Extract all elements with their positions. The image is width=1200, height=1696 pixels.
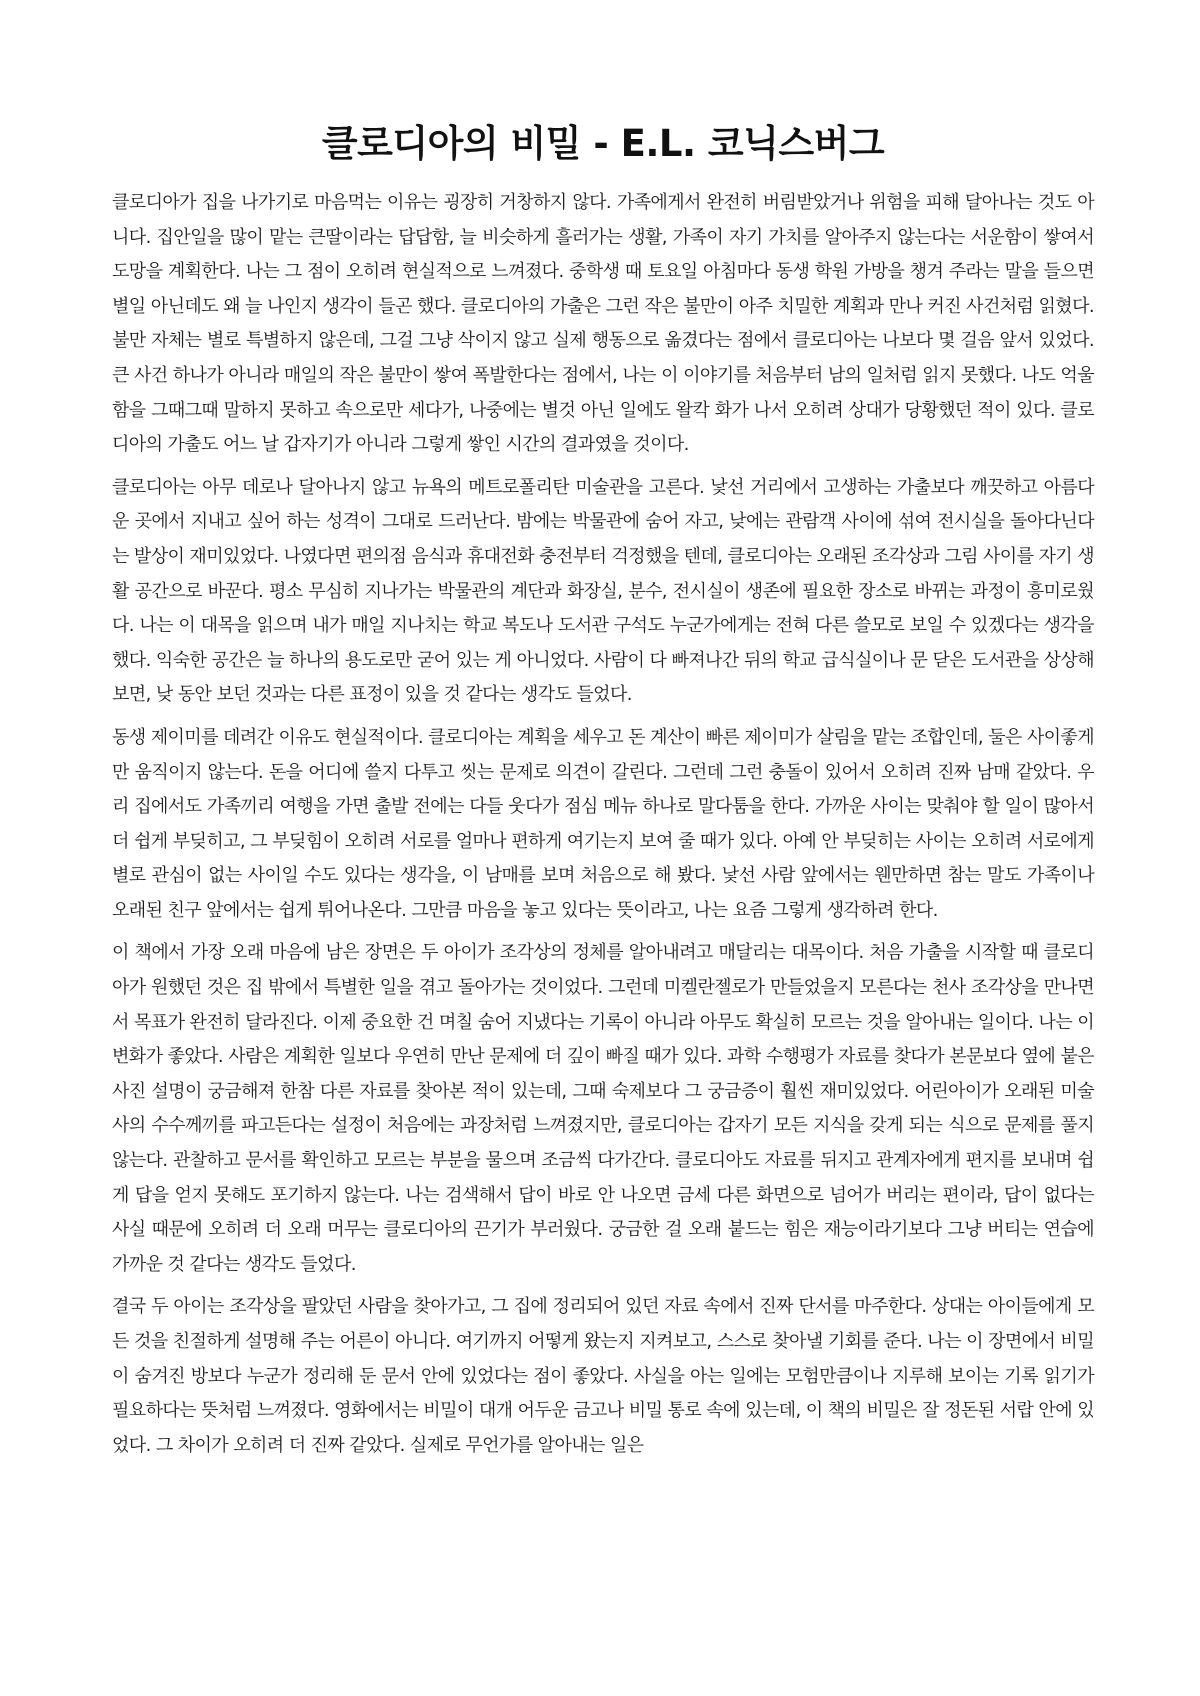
document-title: 클로디아의 비밀 - E.L. 코닉스버그	[321, 122, 885, 165]
paragraph-2: 클로디아는 아무 데로나 달아나지 않고 뉴욕의 메트로폴리탄 미술관을 고른다. 낯선 거리에서 고생하는 가출보다 깨끗하고 아름다운 곳에서 지내고 싶어 하는 성격이 그대로 드러난다. 밤에는 박물관에 숨어 자고, 낮에는 관람객 사이에 섞여 전시실을 돌아다닌다는 발상이 재미있었다. 나였다면 편의점 음식과 휴대전화 충전부터 걱정했을 텐데, 클로디아는 오래된 조각상과 그림 사이를 자기 생활 공간으로 바꾼다. 평소 무심히 지나가는 박물관의 계단과 화장실, 분수, 전시실이 생존에 필요한 장소로 바뀌는 과정이 흥미로웠다. 나는 이 대목을 읽으며 내가 매일 지나치는 학교 복도나 도서관 구석도 누군가에게는 전혀 다른 쓸모로 보일 수 있겠다는 생각을 했다. 익숙한 공간은 늘 하나의 용도로만 굳어 있는 게 아니었다. 사람이 다 빠져나간 뒤의 학교 급식실이나 문 닫은 도서관을 상상해 보면, 낮 동안 보던 것과는 다른 표정이 있을 것 같다는 생각도 들었다.	[112, 476, 1094, 706]
paragraph-5: 결국 두 아이는 조각상을 팔았던 사람을 찾아가고, 그 집에 정리되어 있던 자료 속에서 진짜 단서를 마주한다. 상대는 아이들에게 모든 것을 친절하게 설명해 주는 어른이 아니다. 여기까지 어떻게 왔는지 지켜보고, 스스로 찾아낼 기회를 준다. 나는 이 장면에서 비밀이 숨겨진 방보다 누군가 정리해 둔 문서 안에 있었다는 점이 좋았다. 사실을 아는 일에는 모험만큼이나 지루해 보이는 기록 읽기가 필요하다는 뜻처럼 느껴졌다. 영화에서는 비밀이 대개 어두운 금고나 비밀 통로 속에 있는데, 이 책의 비밀은 잘 정돈된 서랍 안에 있었다. 그 차이가 오히려 더 진짜 같았다. 실제로 무언가를 알아내는 일은	[112, 1296, 1094, 1456]
paragraph-3: 동생 제이미를 데려간 이유도 현실적이다. 클로디아는 계획을 세우고 돈 계산이 빠른 제이미가 살림을 맡는 조합인데, 둘은 사이좋게만 움직이지 않는다. 돈을 어디에 쓸지 다투고 씻는 문제로 의견이 갈린다. 그런데 그런 충돌이 있어서 오히려 진짜 남매 같았다. 우리 집에서도 가족끼리 여행을 가면 출발 전에는 다들 웃다가 점심 메뉴 하나로 말다툼을 한다. 가까운 사이는 맞춰야 할 일이 많아서 더 쉽게 부딪히고, 그 부딪힘이 오히려 서로를 얼마나 편하게 여기는지 보여 줄 때가 있다. 아예 안 부딪히는 사이는 오히려 서로에게 별로 관심이 없는 사이일 수도 있다는 생각을, 이 남매를 보며 처음으로 해 봤다. 낯선 사람 앞에서는 웬만하면 참는 말도 가족이나 오래된 친구 앞에서는 쉽게 튀어나온다. 그만큼 마음을 놓고 있다는 뜻이라고, 나는 요즘 그렇게 생각하려 한다.	[112, 726, 1094, 921]
paragraph-4: 이 책에서 가장 오래 마음에 남은 장면은 두 아이가 조각상의 정체를 알아내려고 매달리는 대목이다. 처음 가출을 시작할 때 클로디아가 원했던 것은 집 밖에서 특별한 일을 겪고 돌아가는 것이었다. 그런데 미켈란젤로가 만들었을지 모른다는 천사 조각상을 만나면서 목표가 완전히 달라진다. 이제 중요한 건 며칠 숨어 지냈다는 기록이 아니라 아무도 확실히 모르는 것을 알아내는 일이다. 나는 이 변화가 좋았다. 사람은 계획한 일보다 우연히 만난 문제에 더 깊이 빠질 때가 있다. 과학 수행평가 자료를 찾다가 본문보다 옆에 붙은 사진 설명이 궁금해져 한참 다른 자료를 찾아본 적이 있는데, 그때 숙제보다 그 궁금증이 훨씬 재미있었다. 어린아이가 오래된 미술사의 수수께끼를 파고든다는 설정이 처음에는 과장처럼 느껴졌지만, 클로디아는 갑자기 모든 지식을 갖게 되는 식으로 문제를 풀지 않는다. 관찰하고 문서를 확인하고 모르는 부분을 물으며 조금씩 다가간다. 클로디아도 자료를 뒤지고 관계자에게 편지를 보내며 쉽게 답을 얻지 못해도 포기하지 않는다. 나는 검색해서 답이 바로 안 나오면 금세 다른 화면으로 넘어가 버리는 편이라, 답이 없다는 사실 때문에 오히려 더 오래 머무는 클로디아의 끈기가 부러웠다. 궁금한 걸 오래 붙드는 힘은 재능이라기보다 그냥 버티는 연습에 가까운 것 같다는 생각도 들었다.	[112, 942, 1094, 1275]
paragraph-1: 클로디아가 집을 나가기로 마음먹는 이유는 굉장히 거창하지 않다. 가족에게서 완전히 버림받았거나 위험을 피해 달아나는 것도 아니다. 집안일을 많이 맡는 큰딸이라는 답답함, 늘 비슷하게 흘러가는 생활, 가족이 자기 가치를 알아주지 않는다는 서운함이 쌓여서 도망을 계획한다. 나는 그 점이 오히려 현실적으로 느껴졌다. 중학생 때 토요일 아침마다 동생 학원 가방을 챙겨 주라는 말을 들으면 별일 아닌데도 왜 늘 나인지 생각이 들곤 했다. 클로디아의 가출은 그런 작은 불만이 아주 치밀한 계획과 만나 커진 사건처럼 읽혔다. 불만 자체는 별로 특별하지 않은데, 그걸 그냥 삭이지 않고 실제 행동으로 옮겼다는 점에서 클로디아는 나보다 몇 걸음 앞서 있었다. 큰 사건 하나가 아니라 매일의 작은 불만이 쌓여 폭발한다는 점에서, 나는 이 이야기를 처음부터 남의 일처럼 읽지 못했다. 나도 억울함을 그때그때 말하지 못하고 속으로만 세다가, 나중에는 별것 아닌 일에도 왈칵 화가 나서 오히려 상대가 당황했던 적이 있다. 클로디아의 가출도 어느 날 갑자기가 아니라 그렇게 쌓인 시간의 결과였을 것이다.	[112, 192, 1094, 456]
